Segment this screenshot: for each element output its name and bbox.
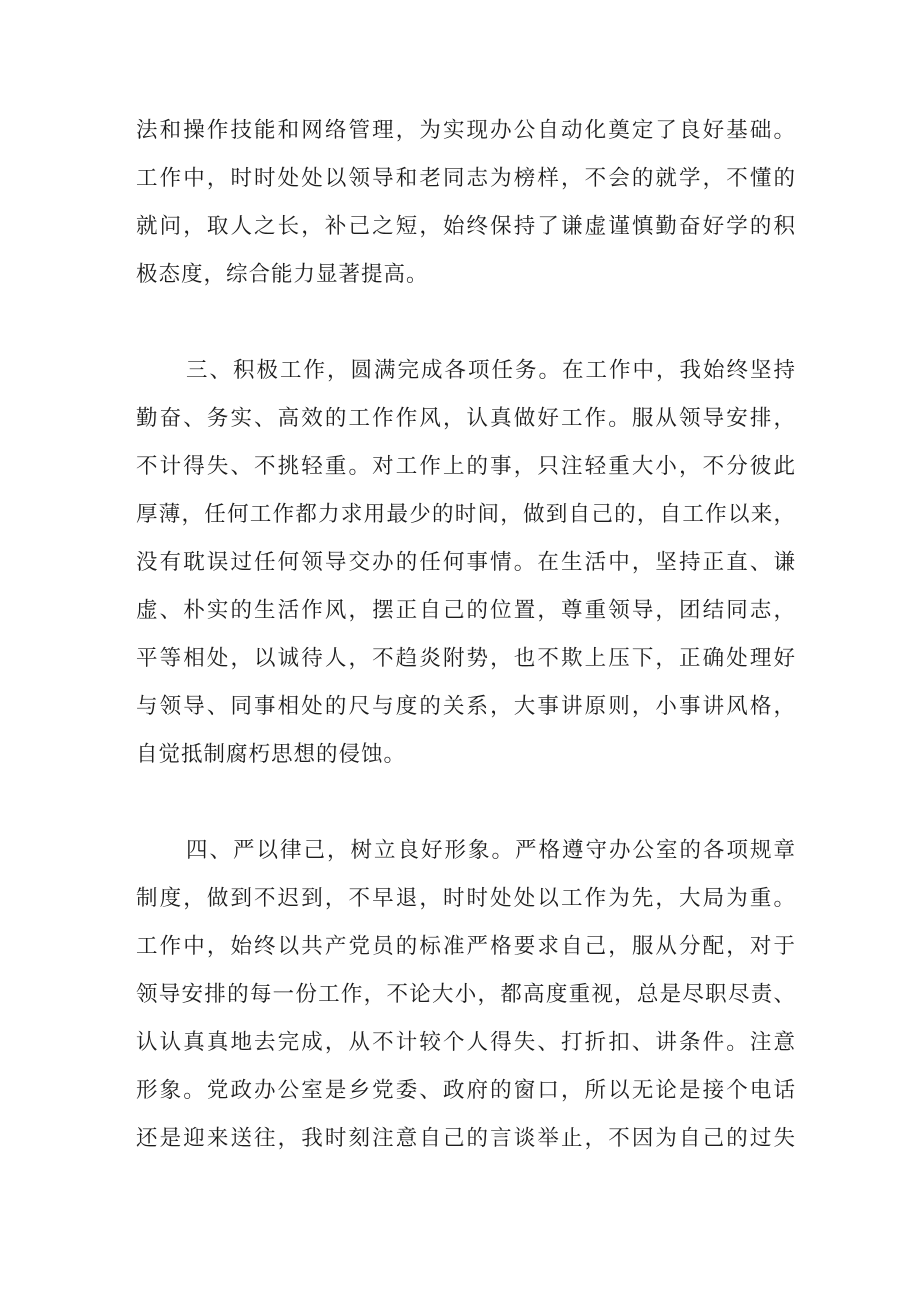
paragraph-1-line-3: 就问，取人之长，补己之短，始终保持了谦虚谨慎勤奋好学的积 xyxy=(136,214,796,239)
paragraph-3-line-7: 还是迎来送往，我时刻注意自己的言谈举止，不因为自己的过失 xyxy=(136,1126,796,1151)
paragraph-2-line-6: 虚、朴实的生活作风，摆正自己的位置，尊重领导，团结同志， xyxy=(136,598,796,623)
paragraph-3-line-4: 领导安排的每一份工作，不论大小，都高度重视，总是尽职尽责、 xyxy=(136,982,796,1007)
paragraph-3-line-5: 认认真真地去完成，从不计较个人得失、打折扣、讲条件。注意 xyxy=(136,1030,796,1055)
paragraph-3-line-6: 形象。党政办公室是乡党委、政府的窗口，所以无论是接个电话 xyxy=(136,1078,796,1103)
paragraph-2-line-2: 勤奋、务实、高效的工作作风，认真做好工作。服从领导安排， xyxy=(136,406,796,431)
paragraph-1-line-4: 极态度，综合能力显著提高。 xyxy=(136,262,429,287)
paragraph-2-line-9: 自觉抵制腐朽思想的侵蚀。 xyxy=(136,742,407,767)
paragraph-1-line-1: 法和操作技能和网络管理，为实现办公自动化奠定了良好基础。 xyxy=(136,118,796,143)
paragraph-3-line-3: 工作中，始终以共产党员的标准严格要求自己，服从分配，对于 xyxy=(136,934,796,959)
paragraph-2-line-4: 厚薄，任何工作都力求用最少的时间，做到自己的，自工作以来， xyxy=(136,502,796,527)
paragraph-2-line-5: 没有耽误过任何领导交办的任何事情。在生活中，坚持正直、谦 xyxy=(136,550,796,575)
paragraph-3-line-2: 制度，做到不迟到，不早退，时时处处以工作为先，大局为重。 xyxy=(136,886,796,911)
paragraph-1-line-2: 工作中，时时处处以领导和老同志为榜样，不会的就学，不懂的 xyxy=(136,166,796,191)
paragraph-2-line-1: 三、积极工作，圆满完成各项任务。在工作中，我始终坚持 xyxy=(186,358,796,383)
paragraph-3-line-1: 四、严以律己，树立良好形象。严格遵守办公室的各项规章 xyxy=(186,838,796,863)
paragraph-2-line-7: 平等相处，以诚待人，不趋炎附势，也不欺上压下，正确处理好 xyxy=(136,646,796,671)
paragraph-2-line-3: 不计得失、不挑轻重。对工作上的事，只注轻重大小，不分彼此 xyxy=(136,454,796,479)
paragraph-2-line-8: 与领导、同事相处的尺与度的关系，大事讲原则，小事讲风格， xyxy=(136,694,796,719)
